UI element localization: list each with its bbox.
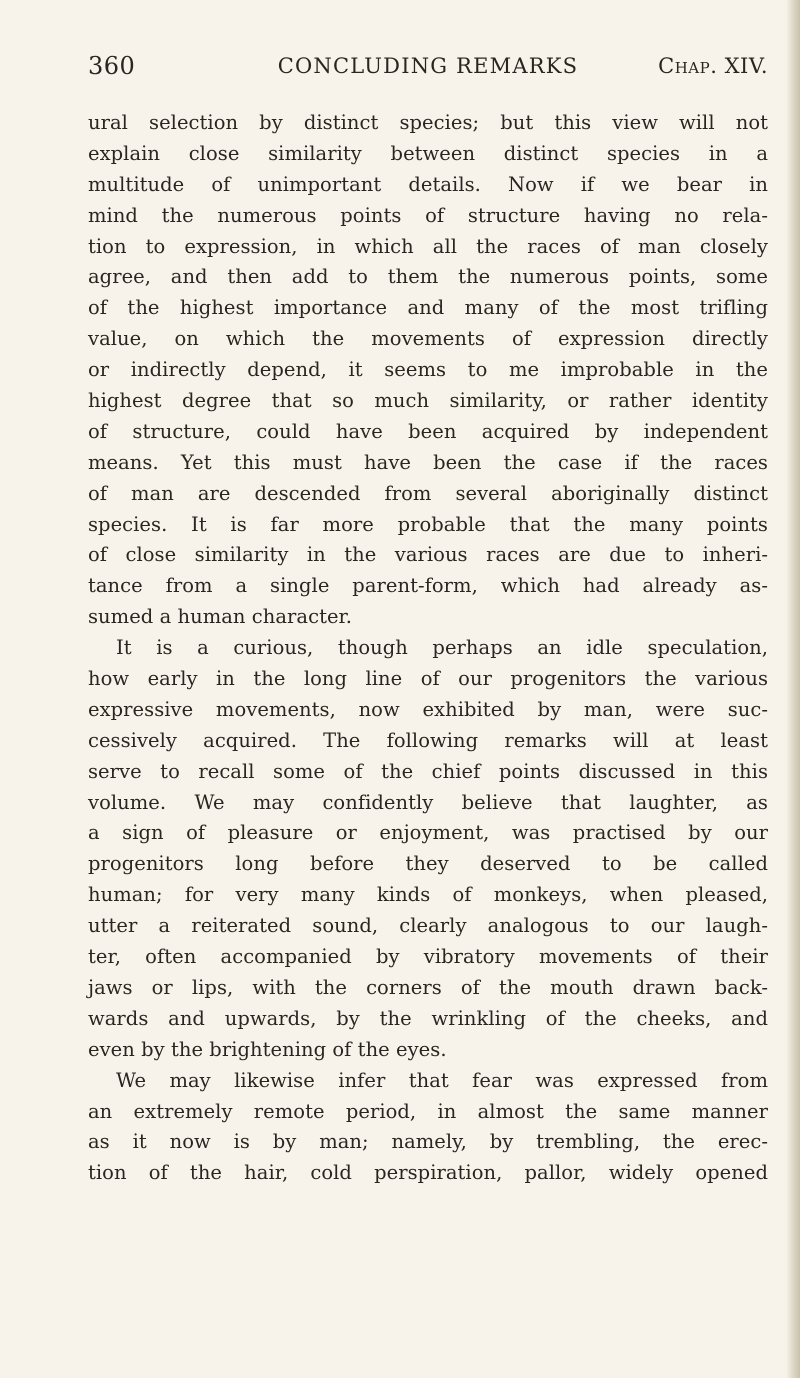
text-line: of close similarity in the various races are due to inheri- (88, 543, 768, 567)
running-title: CONCLUDING REMARKS (277, 54, 579, 78)
text-line: We may likewise infer that fear was expressed from (116, 1068, 768, 1092)
text-line: species. It is far more probable that the many points (88, 512, 768, 536)
page-number: 360 (88, 52, 136, 80)
text-line: cessively acquired. The following remarks will at least (88, 728, 768, 752)
text-line: of structure, could have been acquired by independent (88, 419, 768, 443)
text-line: value, on which the movements of expression directly (88, 327, 768, 351)
text-line: expressive movements, now exhibited by man, were suc- (88, 697, 768, 721)
text-line: It is a curious, though perhaps an idle speculation, (116, 636, 768, 660)
running-header (88, 52, 768, 86)
chapter-label: Chap. XIV. (658, 54, 768, 78)
text-line: of man are descended from several aboriginally distinct (88, 481, 768, 505)
text-line: progenitors long before they deserved to be called (88, 852, 768, 876)
text-line: utter a reiterated sound, clearly analogous to our laugh- (88, 914, 768, 938)
text-line: jaws or lips, with the corners of the mouth drawn back- (88, 975, 768, 999)
paragraph (88, 633, 768, 1065)
body-text (88, 108, 768, 1189)
paragraph (88, 1066, 768, 1190)
text-line: even by the brightening of the eyes. (88, 1037, 447, 1061)
text-line: or indirectly depend, it seems to me improbable in the (88, 358, 768, 382)
paragraph (88, 108, 768, 633)
text-line: tion to expression, in which all the races of man closely (88, 234, 768, 258)
text-line: agree, and then add to them the numerous points, some (88, 265, 768, 289)
text-line: an extremely remote period, in almost the same manner (88, 1099, 768, 1123)
text-line: as it now is by man; namely, by trembling, the erec- (88, 1130, 768, 1154)
text-line: human; for very many kinds of monkeys, when pleased, (88, 883, 768, 907)
text-line: of the highest importance and many of the most trifling (88, 296, 768, 320)
text-line: ural selection by distinct species; but this view will not (88, 111, 768, 134)
text-line: means. Yet this must have been the case if the races (88, 450, 768, 474)
text-line: volume. We may confidently believe that laughter, as (88, 790, 768, 814)
text-line: a sign of pleasure or enjoyment, was practised by our (88, 821, 768, 845)
text-line: multitude of unimportant details. Now if we bear in (88, 172, 768, 196)
text-line: mind the numerous points of structure having no rela- (88, 203, 768, 227)
text-line: tion of the hair, cold perspiration, pallor, widely opened (88, 1161, 768, 1185)
text-line: explain close similarity between distinct species in a (88, 141, 768, 165)
text-line: tance from a single parent-form, which had already as- (88, 574, 768, 598)
text-line: ter, often accompanied by vibratory movements of their (88, 945, 768, 969)
text-line: wards and upwards, by the wrinkling of the cheeks, and (88, 1006, 768, 1030)
page-edge-shadow (786, 0, 800, 1378)
text-line: serve to recall some of the chief points discussed in this (88, 759, 768, 783)
text-line: highest degree that so much similarity, or rather identity (88, 389, 768, 413)
text-line: sumed a human character. (88, 605, 353, 629)
text-line: how early in the long line of our progenitors the various (88, 667, 768, 691)
